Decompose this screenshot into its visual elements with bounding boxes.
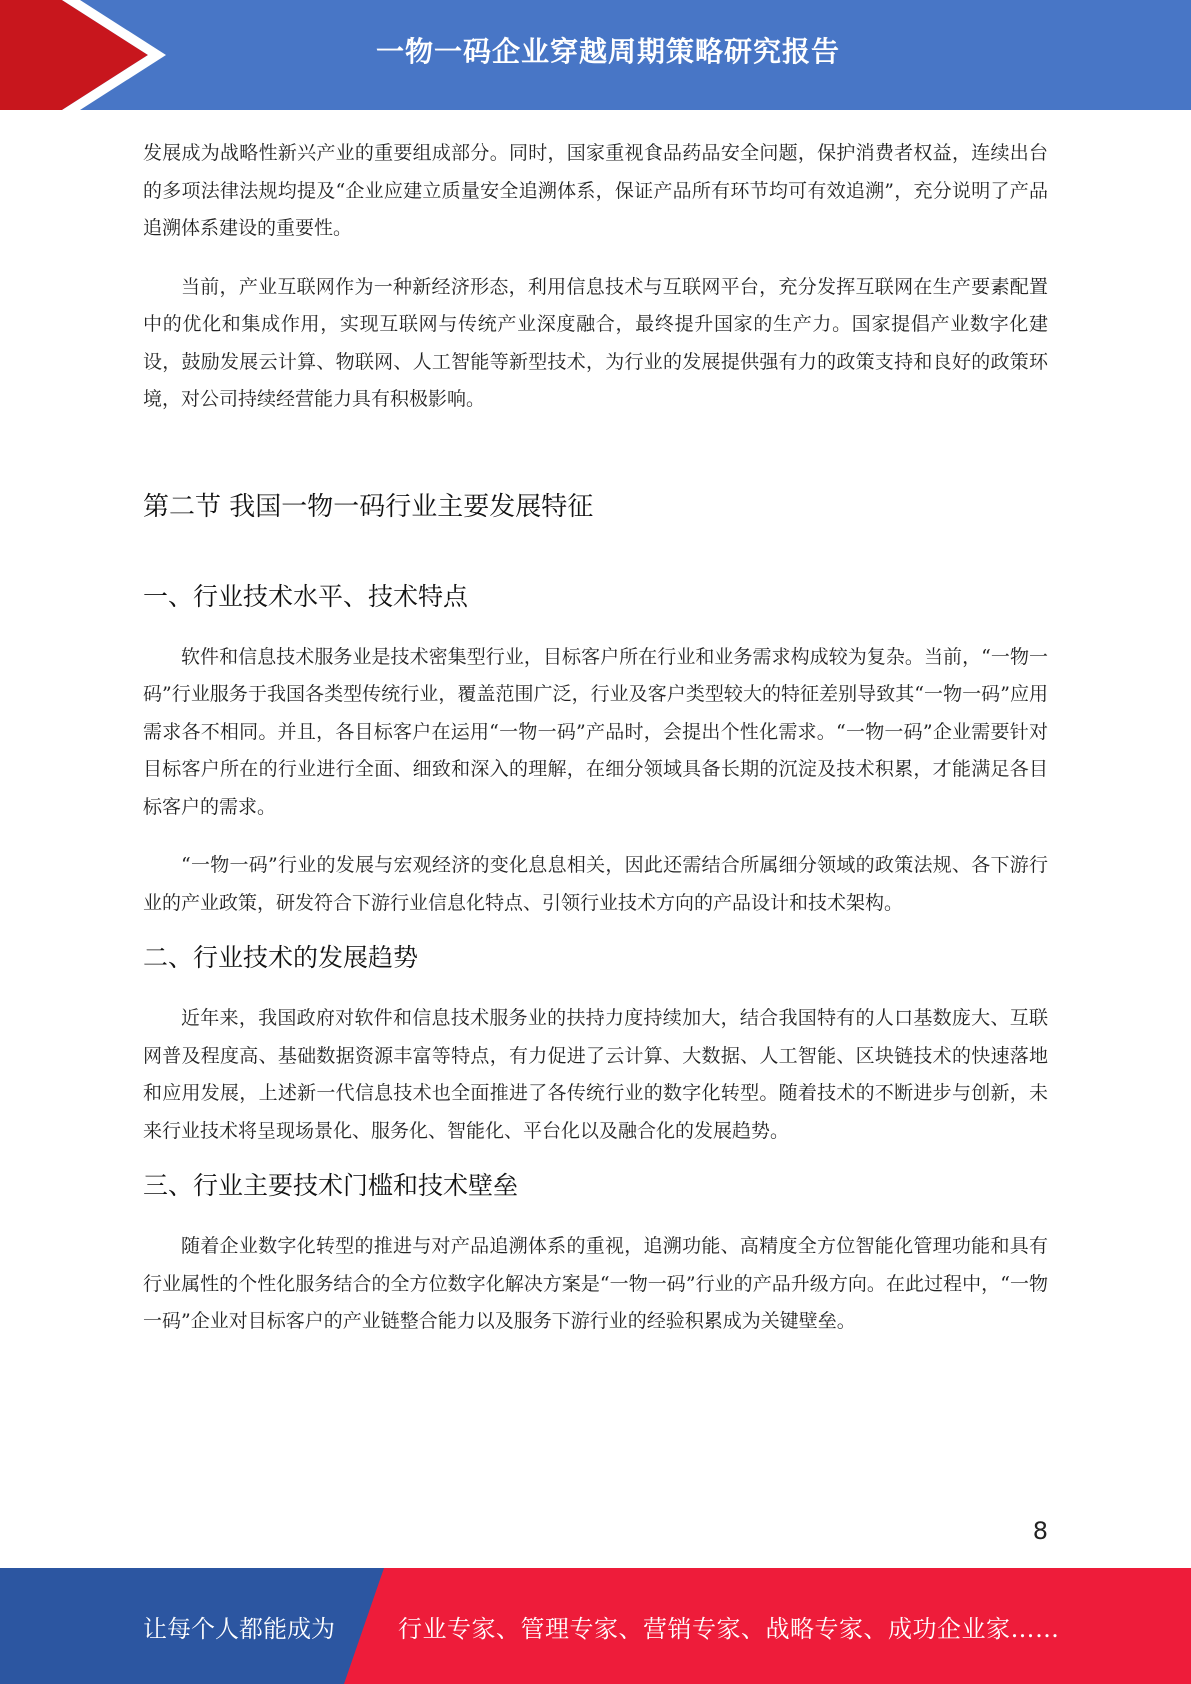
footer-slogan-right: 行业专家、管理专家、营销专家、战略专家、成功企业家…… xyxy=(398,1614,1060,1643)
page-footer xyxy=(0,1568,1191,1684)
paragraph-5: 近年来，我国政府对软件和信息技术服务业的扶持力度持续加大，结合我国特有的人口基数庞大、互联网普及程度高、基础数据资源丰富等特点，有力促进了云计算、大数据、人工智能、区块链技术的快速落地和应用发展，上述新一代信息技术也全面推进了各传统行业的数字化转型。随着技术的不断进步与创新，未来行业技术将呈现场景化、服务化、智能化、平台化以及融合化的发展趋势。 xyxy=(143,1007,1048,1142)
subheading-1: 一、行业技术水平、技术特点 xyxy=(143,581,469,611)
page-number: 8 xyxy=(1032,1517,1048,1545)
page-header xyxy=(0,0,1191,110)
subheading-3: 三、行业主要技术门槛和技术壁垒 xyxy=(143,1171,519,1200)
paragraph-4: “一物一码”行业的发展与宏观经济的变化息息相关，因此还需结合所属细分领域的政策法规、各下游行业的产业政策，研发符合下游行业信息化特点、引领行业技术方向的产品设计和技术架构。 xyxy=(143,854,1048,914)
section-heading: 第二节 我国一物一码行业主要发展特征 xyxy=(143,491,594,522)
footer-slogan-left: 让每个人都能成为 xyxy=(143,1614,335,1643)
paragraph-3: 软件和信息技术服务业是技术密集型行业，目标客户所在行业和业务需求构成较为复杂。当前，“一物一码”行业服务于我国各类型传统行业，覆盖范围广泛，行业及客户类型较大的特征差别导致其“一物一码”应用需求各不相同。并且，各目标客户在运用“一物一码”产品时，会提出个性化需求。“一物一码”企业需要针对目标客户所在的行业进行全面、细致和深入的理解，在细分领域具备长期的沉淀及技术积累，才能满足各目标客户的需求。 xyxy=(143,645,1048,818)
header-title: 一物一码企业穿越周期策略研究报告 xyxy=(375,35,840,68)
paragraph-6: 随着企业数字化转型的推进与对产品追溯体系的重视，追溯功能、高精度全方位智能化管理功能和具有行业属性的个性化服务结合的全方位数字化解决方案是“一物一码”行业的产品升级方向。在此过程中，“一物一码”企业对目标客户的产业链整合能力以及服务下游行业的经验积累成为关键壁垒。 xyxy=(143,1235,1048,1332)
document-body xyxy=(143,135,1048,1341)
paragraph-2: 当前，产业互联网作为一种新经济形态，利用信息技术与互联网平台，充分发挥互联网在生产要素配置中的优化和集成作用，实现互联网与传统产业深度融合，最终提升国家的生产力。国家提倡产业数字化建设，鼓励发展云计算、物联网、人工智能等新型技术，为行业的发展提供强有力的政策支持和良好的政策环境，对公司持续经营能力具有积极影响。 xyxy=(143,275,1048,410)
subheading-2: 二、行业技术的发展趋势 xyxy=(143,943,419,972)
paragraph-1: 发展成为战略性新兴产业的重要组成部分。同时，国家重视食品药品安全问题，保护消费者权益，连续出台的多项法律法规均提及“企业应建立质量安全追溯体系，保证产品所有环节均可有效追溯”，充分说明了产品追溯体系建设的重要性。 xyxy=(143,142,1048,239)
